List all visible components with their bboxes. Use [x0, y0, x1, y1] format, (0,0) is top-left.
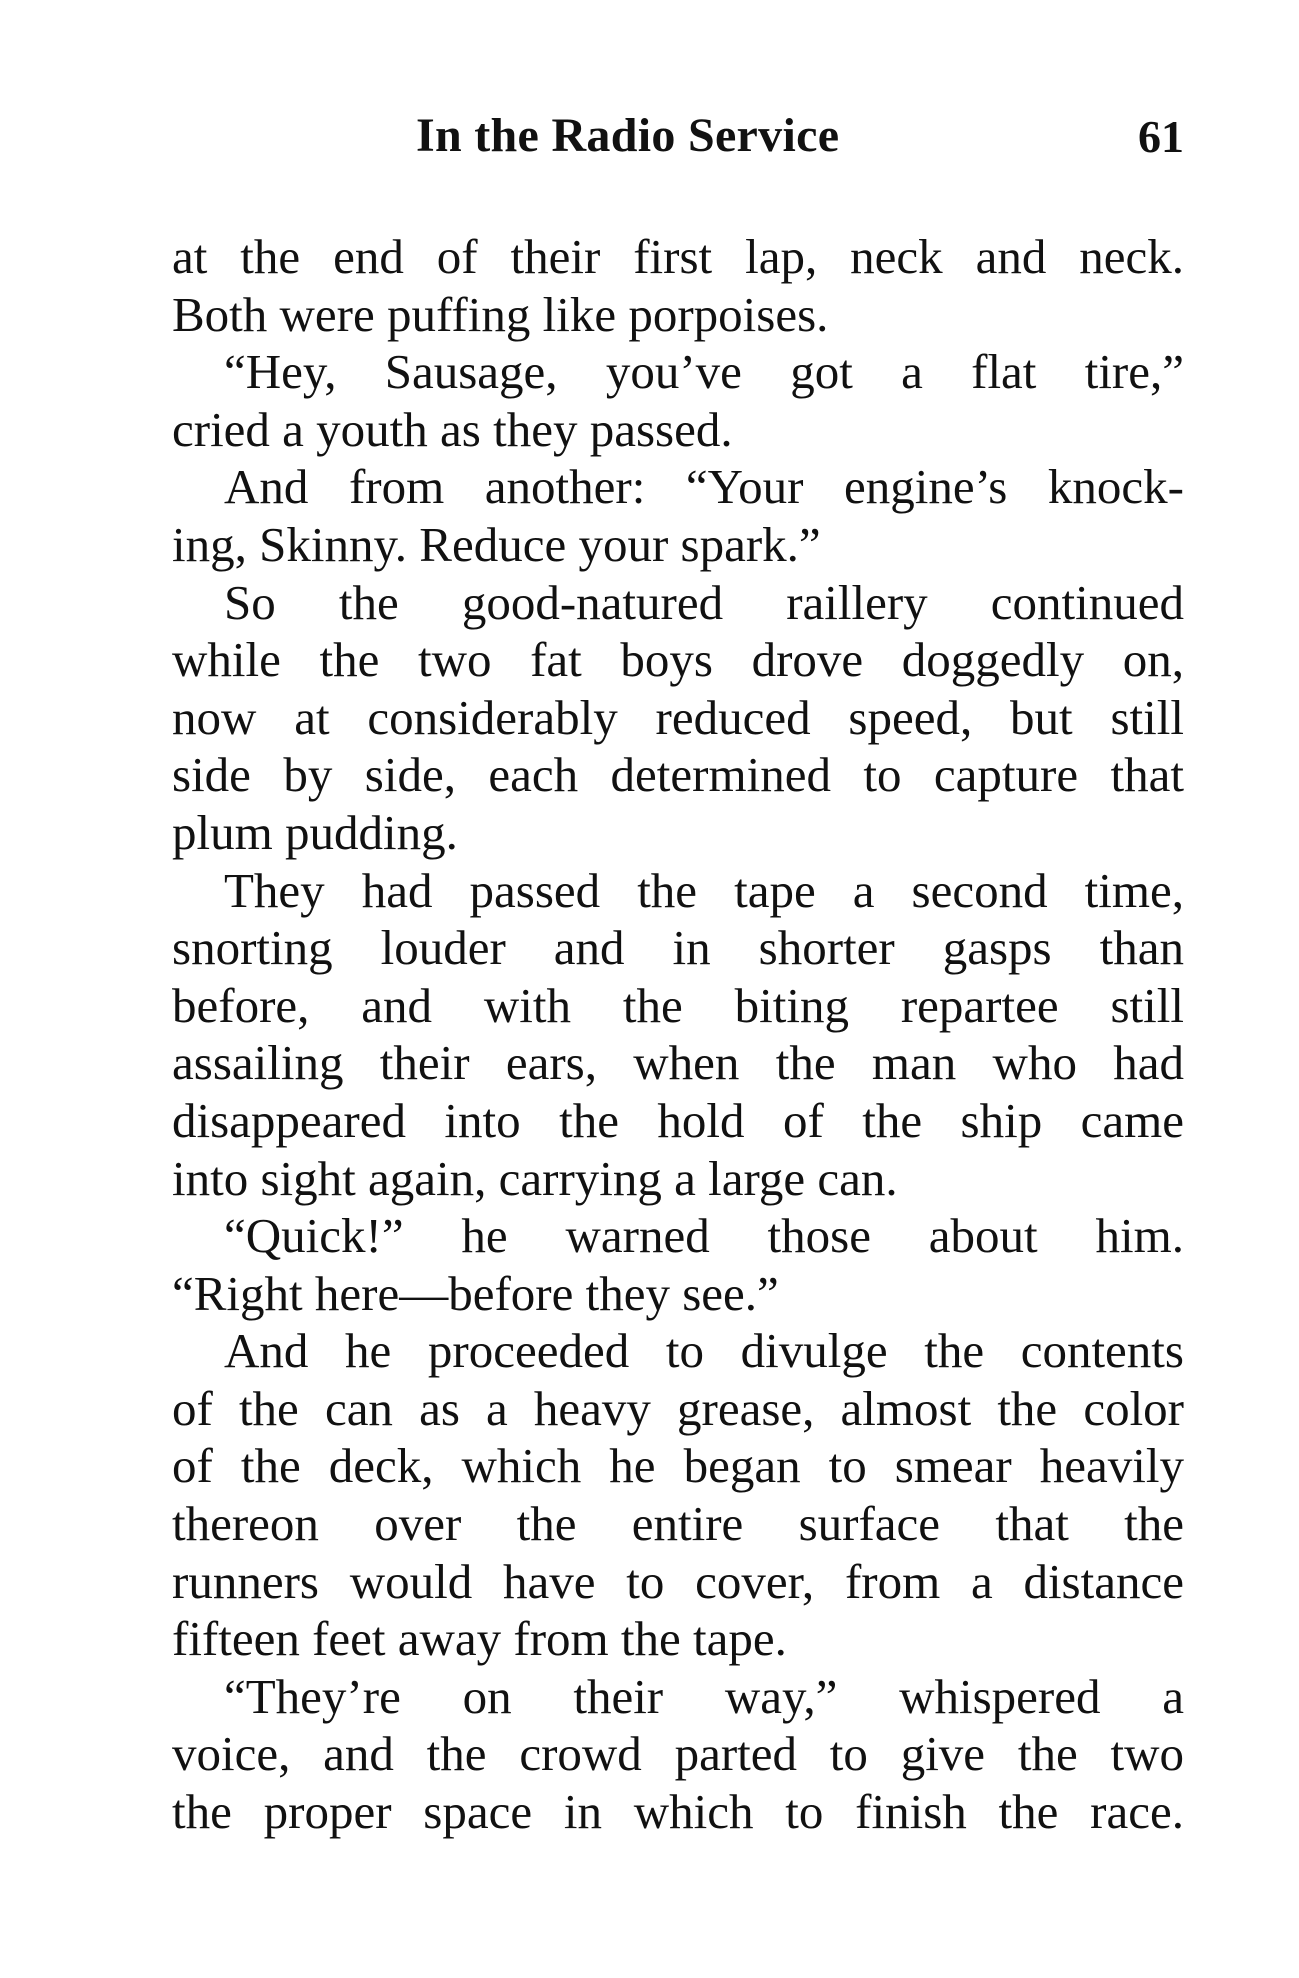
text-line: plum pudding. — [172, 804, 458, 860]
page-header — [172, 108, 1184, 178]
text-line: of the can as a heavy grease, almost the color — [172, 1380, 1184, 1436]
text-line: thereon over the entire surface that the — [172, 1496, 1184, 1552]
text-line: Both were puffing like porpoises. — [172, 286, 829, 342]
text-line: “They’re on their way,” whispered a — [224, 1668, 1184, 1724]
text-line: fifteen feet away from the tape. — [172, 1611, 787, 1667]
text-line: ing, Skinny. Reduce your spark.” — [172, 516, 821, 572]
running-title: In the Radio Service — [416, 109, 840, 162]
text-line: voice, and the crowd parted to give the two — [172, 1726, 1184, 1782]
body-text — [172, 228, 1184, 1841]
text-line: while the two fat boys drove doggedly on, — [172, 632, 1184, 688]
text-line: at the end of their first lap, neck and neck. — [172, 229, 1184, 284]
text-line: assailing their ears, when the man who had — [172, 1035, 1184, 1091]
text-line: into sight again, carrying a large can. — [172, 1150, 898, 1206]
text-line: the proper space in which to finish the race. — [172, 1784, 1184, 1840]
text-line: They had passed the tape a second time, — [224, 862, 1184, 918]
text-line: “Quick!” he warned those about him. — [224, 1208, 1184, 1264]
text-line: “Right here—before they see.” — [172, 1265, 779, 1321]
text-line: disappeared into the hold of the ship came — [172, 1092, 1184, 1148]
text-line: of the deck, which he began to smear heavily — [172, 1438, 1184, 1494]
text-line: So the good-natured raillery continued — [224, 574, 1184, 630]
text-line: And from another: “Your engine’s knock- — [224, 459, 1184, 515]
text-line: “Hey, Sausage, you’ve got a flat tire,” — [224, 344, 1184, 400]
text-line: And he proceeded to divulge the contents — [224, 1323, 1184, 1379]
page-number: 61 — [1138, 111, 1184, 162]
text-line: side by side, each determined to capture that — [172, 747, 1184, 803]
text-line: snorting louder and in shorter gasps than — [172, 920, 1184, 976]
text-line: now at considerably reduced speed, but still — [172, 689, 1184, 745]
text-line: cried a youth as they passed. — [172, 401, 733, 457]
text-line: runners would have to cover, from a distance — [172, 1553, 1184, 1609]
text-line: before, and with the biting repartee still — [172, 977, 1184, 1033]
